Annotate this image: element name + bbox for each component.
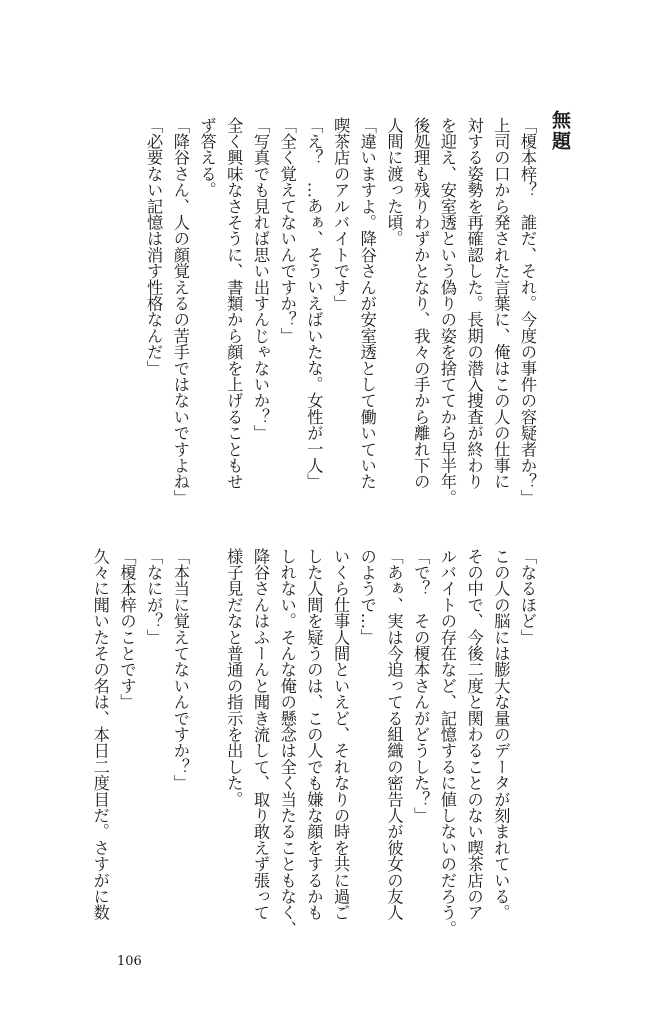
text-block-top — [120, 117, 540, 512]
text-line: 「全く覚えてないんですか？」 — [277, 117, 297, 344]
text-line: 「榎本梓のことです」 — [117, 548, 137, 710]
text-line: この人の脳には膨大な量のデータが刻まれている。 — [491, 548, 511, 921]
text-line: 「降谷さん、人の顔覚えるの苦手ではないですよね」 — [170, 117, 190, 506]
text-line: のようで…」 — [357, 548, 377, 646]
text-line: 「写真でも見れば思い出すんじゃないか？」 — [250, 117, 270, 441]
text-line: 対する姿勢を再確認した。長期の潜入捜査が終わり — [464, 117, 484, 490]
text-line: いくら仕事人間といえど、それなりの時を共に過ご — [331, 548, 351, 921]
text-line: 「なるほど」 — [518, 548, 537, 646]
text-line: 「本当に覚えてないんですか？」 — [170, 548, 190, 791]
text-line: 後処理も残りわずかとなり、我々の手から離れ下の — [411, 117, 431, 490]
text-line: を迎え、安室透という偽りの姿を捨ててから早半年。 — [437, 117, 457, 506]
page-number: 106 — [117, 954, 142, 969]
text-block-bottom — [90, 548, 540, 937]
text-line: 全く興味なさそうに、書類から顔を上げることもせ — [224, 117, 244, 490]
text-line: 降谷さんはふーんと聞き流して、取り敢えず張って — [250, 548, 270, 921]
text-line: その中で、今後二度と関わることのない喫茶店のア — [464, 548, 484, 921]
text-line: 「榎本梓？ 誰だ、それ。今度の事件の容疑者か？」 — [518, 117, 537, 506]
text-line: 「あぁ、実は今追ってる組織の密告人が彼女の友人 — [384, 548, 404, 921]
text-line: 様子見だなと普通の指示を出した。 — [224, 548, 244, 808]
text-line: 「なにが？」 — [144, 548, 164, 646]
blank-line — [193, 548, 220, 933]
text-line: ルバイトの存在など、記憶するに値しないのだろう。 — [437, 548, 457, 937]
text-line: 久々に聞いたその名は、本日二度目だ。さすがに数 — [90, 548, 110, 921]
text-line: しれない。そんな俺の懸念は全く当たることもなく、 — [277, 548, 297, 937]
text-line: 「必要ない記憶は消す性格なんだ」 — [144, 117, 164, 377]
text-line: 「え？ …あぁ、そういえばいたな。女性が一人」 — [304, 117, 324, 490]
text-line: 人間に渡った頃。 — [384, 117, 404, 247]
text-line: した人間を疑うのは、この人でも嫌な顔をするかも — [304, 548, 324, 921]
text-line: 「で？ その榎本さんがどうした？」 — [411, 548, 431, 824]
chapter-title: 無題 — [549, 110, 571, 152]
text-line: 上司の口から発された言葉に、俺はこの人の仕事に — [491, 117, 511, 490]
text-line: 「違いますよ。降谷さんが安室透として働いていた — [357, 117, 377, 490]
text-line: ず答える。 — [197, 117, 217, 198]
text-line: 喫茶店のアルバイトです」 — [331, 117, 351, 312]
